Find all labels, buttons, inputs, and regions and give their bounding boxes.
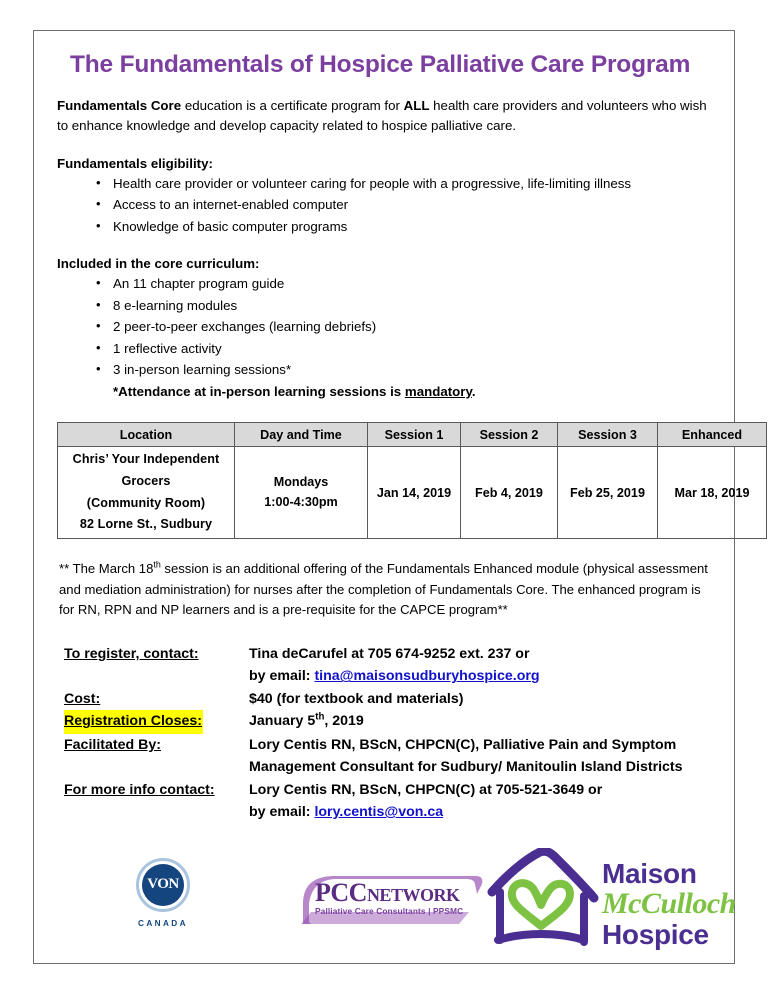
register-email-link[interactable]: tina@maisonsudburyhospice.org (314, 668, 540, 685)
cell-enhanced: Mar 18, 2019 (658, 447, 767, 539)
facilitated-by-value-line-2: Management Consultant for Sudbury/ Manitoulin Island Districts (249, 759, 683, 776)
cost-label: Cost: (64, 690, 101, 707)
more-info-email-prefix: by email: (249, 804, 315, 821)
intro-bold-lead: Fundamentals Core (57, 98, 182, 114)
cell-session-2: Feb 4, 2019 (461, 447, 558, 539)
curriculum-list (56, 273, 712, 381)
list-item: • An 11 chapter program guide (56, 273, 712, 295)
table-header-row (58, 423, 767, 447)
list-item: • 2 peer-to-peer exchanges (learning debriefs) (56, 316, 712, 338)
house-with-heart-icon (484, 848, 602, 956)
pcc-text-group (315, 878, 463, 916)
column-header-session-2: Session 2 (461, 423, 558, 447)
contact-row-facilitated-by (64, 734, 712, 756)
location-line-2: (Community Room) (86, 495, 206, 510)
column-header-session-3: Session 3 (558, 423, 658, 447)
list-item: • 3 in-person learning sessions* (56, 359, 712, 381)
footnote-part-2: session is an additional offering of the Fundamentals Enhanced module (physical assessment and mediation administration) for nurses after the completion of Fundamentals Core. The enhanced program is for RN, RPN and NP learners and is a pre-requisite for the CAPCE program** (59, 560, 708, 618)
register-value: Tina deCarufel at 705 674-9252 ext. 237 or (249, 646, 530, 663)
register-email-line (249, 665, 712, 687)
pcc-subtitle: Palliative Care Consultants | PPSMC (315, 905, 464, 916)
eligibility-heading: Fundamentals eligibility: (57, 155, 213, 171)
hospice-line-hospice: Hospice (602, 918, 709, 950)
list-item: • Access to an internet-enabled computer (56, 194, 712, 216)
page-title: The Fundamentals of Hospice Palliative Care Program (70, 51, 691, 78)
location-line-1: Chris’ Your Independent Grocers (72, 452, 220, 489)
highlight-mark: Registration Closes: (64, 710, 203, 733)
document-page (33, 30, 750, 964)
contact-row-cost (64, 688, 712, 710)
registration-closes-value: January 5th, 2019 (249, 711, 364, 730)
register-email-prefix: by email: (249, 668, 315, 685)
contact-row-more-info (64, 779, 712, 801)
von-wordmark: VON (142, 864, 184, 906)
attendance-note-prefix: *Attendance at in-person learning sessions is (113, 383, 405, 399)
attendance-note-mandatory: mandatory (404, 383, 472, 399)
attendance-note-suffix: . (471, 383, 476, 399)
hospice-line-maison: Maison (602, 857, 697, 889)
curriculum-heading: Included in the core curriculum: (57, 256, 260, 272)
footnote-paragraph (59, 559, 712, 621)
cell-session-3: Feb 25, 2019 (558, 447, 658, 539)
list-item: • 8 e-learning modules (56, 295, 712, 317)
contact-row-registration-closes (64, 710, 712, 733)
more-info-label: For more info contact: (64, 781, 215, 798)
pcc-network-wordmark: NETWORK (366, 884, 460, 905)
footnote-part-1: ** The March 18 (59, 560, 154, 576)
cell-day-and-time (235, 447, 368, 539)
logo-strip (56, 846, 736, 986)
von-subtitle: CANADA (138, 918, 188, 928)
intro-text-1: education is a certificate program for (181, 98, 404, 114)
time-value: 1:00-4:30pm (264, 494, 338, 509)
list-item: • Knowledge of basic computer programs (56, 216, 712, 238)
pcc-wordmark: PCC (315, 877, 367, 907)
closes-superscript: th (315, 711, 325, 723)
facilitated-by-value: Lory Centis RN, BScN, CHPCN(C), Palliative Pain and Symptom (249, 736, 677, 753)
footnote-superscript: th (153, 559, 161, 570)
intro-paragraph (57, 96, 712, 136)
maison-mcculloch-hospice-logo (484, 846, 734, 966)
intro-text-2: health care providers and volunteers who wish to enhance knowledge and develop capacity related to hospice palliative care. (57, 98, 707, 134)
pcc-network-logo (301, 874, 486, 926)
hospice-wordmark-group (602, 857, 736, 950)
facilitated-by-label: Facilitated By: (64, 736, 161, 753)
more-info-email-link[interactable]: lory.centis@von.ca (314, 804, 444, 821)
intro-bold-all: ALL (403, 98, 430, 114)
cost-value: $40 (for textbook and materials) (249, 690, 464, 707)
more-info-email-line (249, 801, 712, 823)
more-info-value: Lory Centis RN, BScN, CHPCN(C) at 705-521-3649 or (249, 781, 603, 798)
column-header-session-1: Session 1 (368, 423, 461, 447)
column-header-location: Location (58, 423, 235, 447)
list-item: • Health care provider or volunteer caring for people with a progressive, life-limiting illness (56, 173, 712, 195)
pcc-wordmark-row (315, 878, 463, 908)
contact-row-register (64, 643, 712, 665)
von-circle-icon (136, 858, 190, 912)
schedule-table (57, 422, 767, 539)
register-label: To register, contact: (64, 646, 199, 663)
day-value: Mondays (273, 475, 329, 490)
hospice-line-mcculloch: McCulloch (602, 886, 736, 920)
eligibility-list (56, 173, 712, 238)
cell-location (58, 447, 235, 539)
registration-closes-label (64, 710, 249, 733)
column-header-day-and-time: Day and Time (235, 423, 368, 447)
cell-session-1: Jan 14, 2019 (368, 447, 461, 539)
column-header-enhanced: Enhanced (658, 423, 767, 447)
von-canada-logo (118, 858, 208, 928)
table-row (58, 447, 767, 539)
location-line-3: 82 Lorne St., Sudbury (79, 517, 213, 532)
contact-block (64, 643, 712, 824)
list-item: • 1 reflective activity (56, 338, 712, 360)
attendance-note (56, 381, 712, 403)
